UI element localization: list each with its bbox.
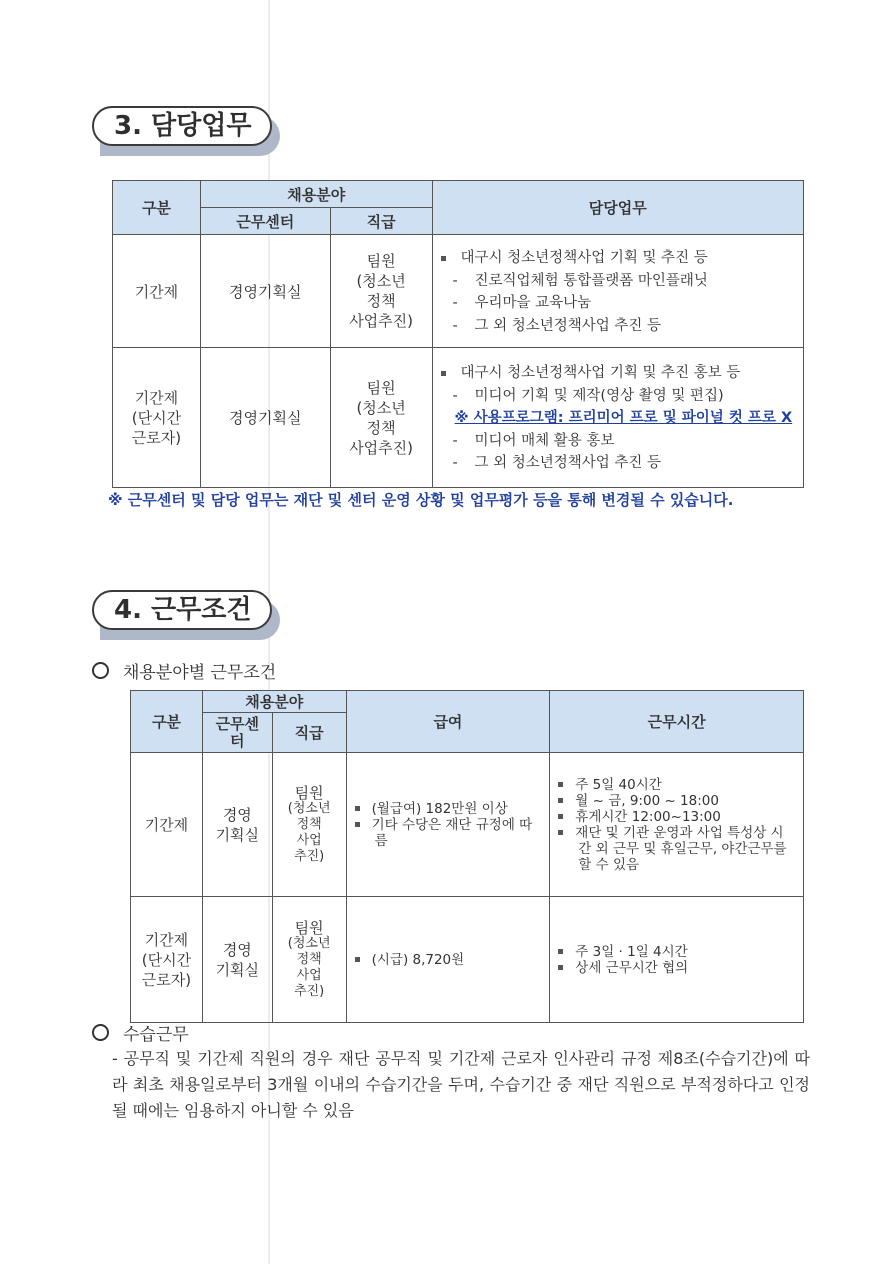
section-title-duties <box>92 106 272 146</box>
table-row <box>113 348 804 488</box>
table-row <box>131 753 804 897</box>
header-center: 근무센 터 <box>202 713 272 753</box>
program-note: ※ 사용프로그램: 프리미어 프로 및 파이널 컷 프로 X <box>454 410 793 427</box>
row-category: 기간제 <box>131 753 203 897</box>
section-title-conditions <box>92 590 272 630</box>
table-row <box>113 235 804 348</box>
section-title-text: 3. 담당업무 <box>92 106 272 146</box>
row-rank: 팀원 (청소년 정책 사업 추진) <box>272 753 346 897</box>
row-center: 경영기획실 <box>200 235 330 348</box>
row-category: 기간제 (단시간 근로자) <box>113 348 201 488</box>
row-hours: 주 5일 40시간 월 ~ 금, 9:00 ~ 18:00 휴게시간 12:00~13:00 재단 및 기관 운영과 사업 특성상 시간 외 근무 및 휴일근무, 야간근무를 할 수 있음 <box>550 753 804 897</box>
row-rank: 팀원 (청소년 정책 사업추진) <box>330 235 432 348</box>
duties-note: ※ 근무센터 및 담당 업무는 재단 및 센터 운영 상황 및 업무평가 등을 통해 변경될 수 있습니다. <box>108 491 734 509</box>
row-hours: 주 3일 · 1일 4시간 상세 근무시간 협의 <box>550 897 804 1023</box>
circle-bullet-icon <box>92 662 109 679</box>
header-hours: 근무시간 <box>550 691 804 753</box>
header-category: 구분 <box>113 181 201 235</box>
row-duty: 대구시 청소년정책사업 기획 및 추진 등 - 진로직업체험 통합플랫폼 마인플래닛 - 우리마을 교육나눔 - 그 외 청소년정책사업 추진 등 <box>432 235 803 348</box>
row-duty: 대구시 청소년정책사업 기획 및 추진 홍보 등 - 미디어 기획 및 제작(영상 촬영 및 편집) ※ 사용프로그램: 프리미어 프로 및 파이널 컷 프로 X - 미디어 매체 활용 홍보 - 그 외 청소년정책사업 추진 등 <box>432 348 803 488</box>
row-pay: (시급) 8,720원 <box>346 897 550 1023</box>
circle-bullet-icon <box>92 1024 109 1041</box>
header-duty: 담당업무 <box>432 181 803 235</box>
row-category: 기간제 <box>113 235 201 348</box>
row-rank: 팀원 (청소년 정책 사업추진) <box>330 348 432 488</box>
header-rank: 직급 <box>272 713 346 753</box>
row-center: 경영기획실 <box>200 348 330 488</box>
row-center: 경영 기획실 <box>202 753 272 897</box>
probation-text: - 공무직 및 기간제 직원의 경우 재단 공무직 및 기간제 근로자 인사관리 규정 제8조(수습기간)에 따라 최초 채용일로부터 3개월 이내의 수습기간을 두며, 수습기간 중 재단 직원으로 부적정하다고 인정될 때에는 임용하지 아니할 수 있음 <box>112 1049 810 1120</box>
header-pay: 급여 <box>346 691 550 753</box>
row-pay: (월급여) 182만원 이상 기타 수당은 재단 규정에 따름 <box>346 753 550 897</box>
row-center: 경영 기획실 <box>202 897 272 1023</box>
header-category: 구분 <box>131 691 203 753</box>
probation-title: 수습근무 <box>92 1020 189 1045</box>
header-field: 채용분야 <box>202 691 346 713</box>
header-field: 채용분야 <box>200 181 432 208</box>
section-title-text: 4. 근무조건 <box>92 590 272 630</box>
header-center: 근무센터 <box>200 208 330 235</box>
conditions-subtitle: 채용분야별 근무조건 <box>92 658 276 683</box>
row-category: 기간제 (단시간 근로자) <box>131 897 203 1023</box>
row-rank: 팀원 (청소년 정책 사업 추진) <box>272 897 346 1023</box>
conditions-table <box>130 690 804 1023</box>
duties-table <box>112 180 804 488</box>
table-row <box>131 897 804 1023</box>
header-rank: 직급 <box>330 208 432 235</box>
